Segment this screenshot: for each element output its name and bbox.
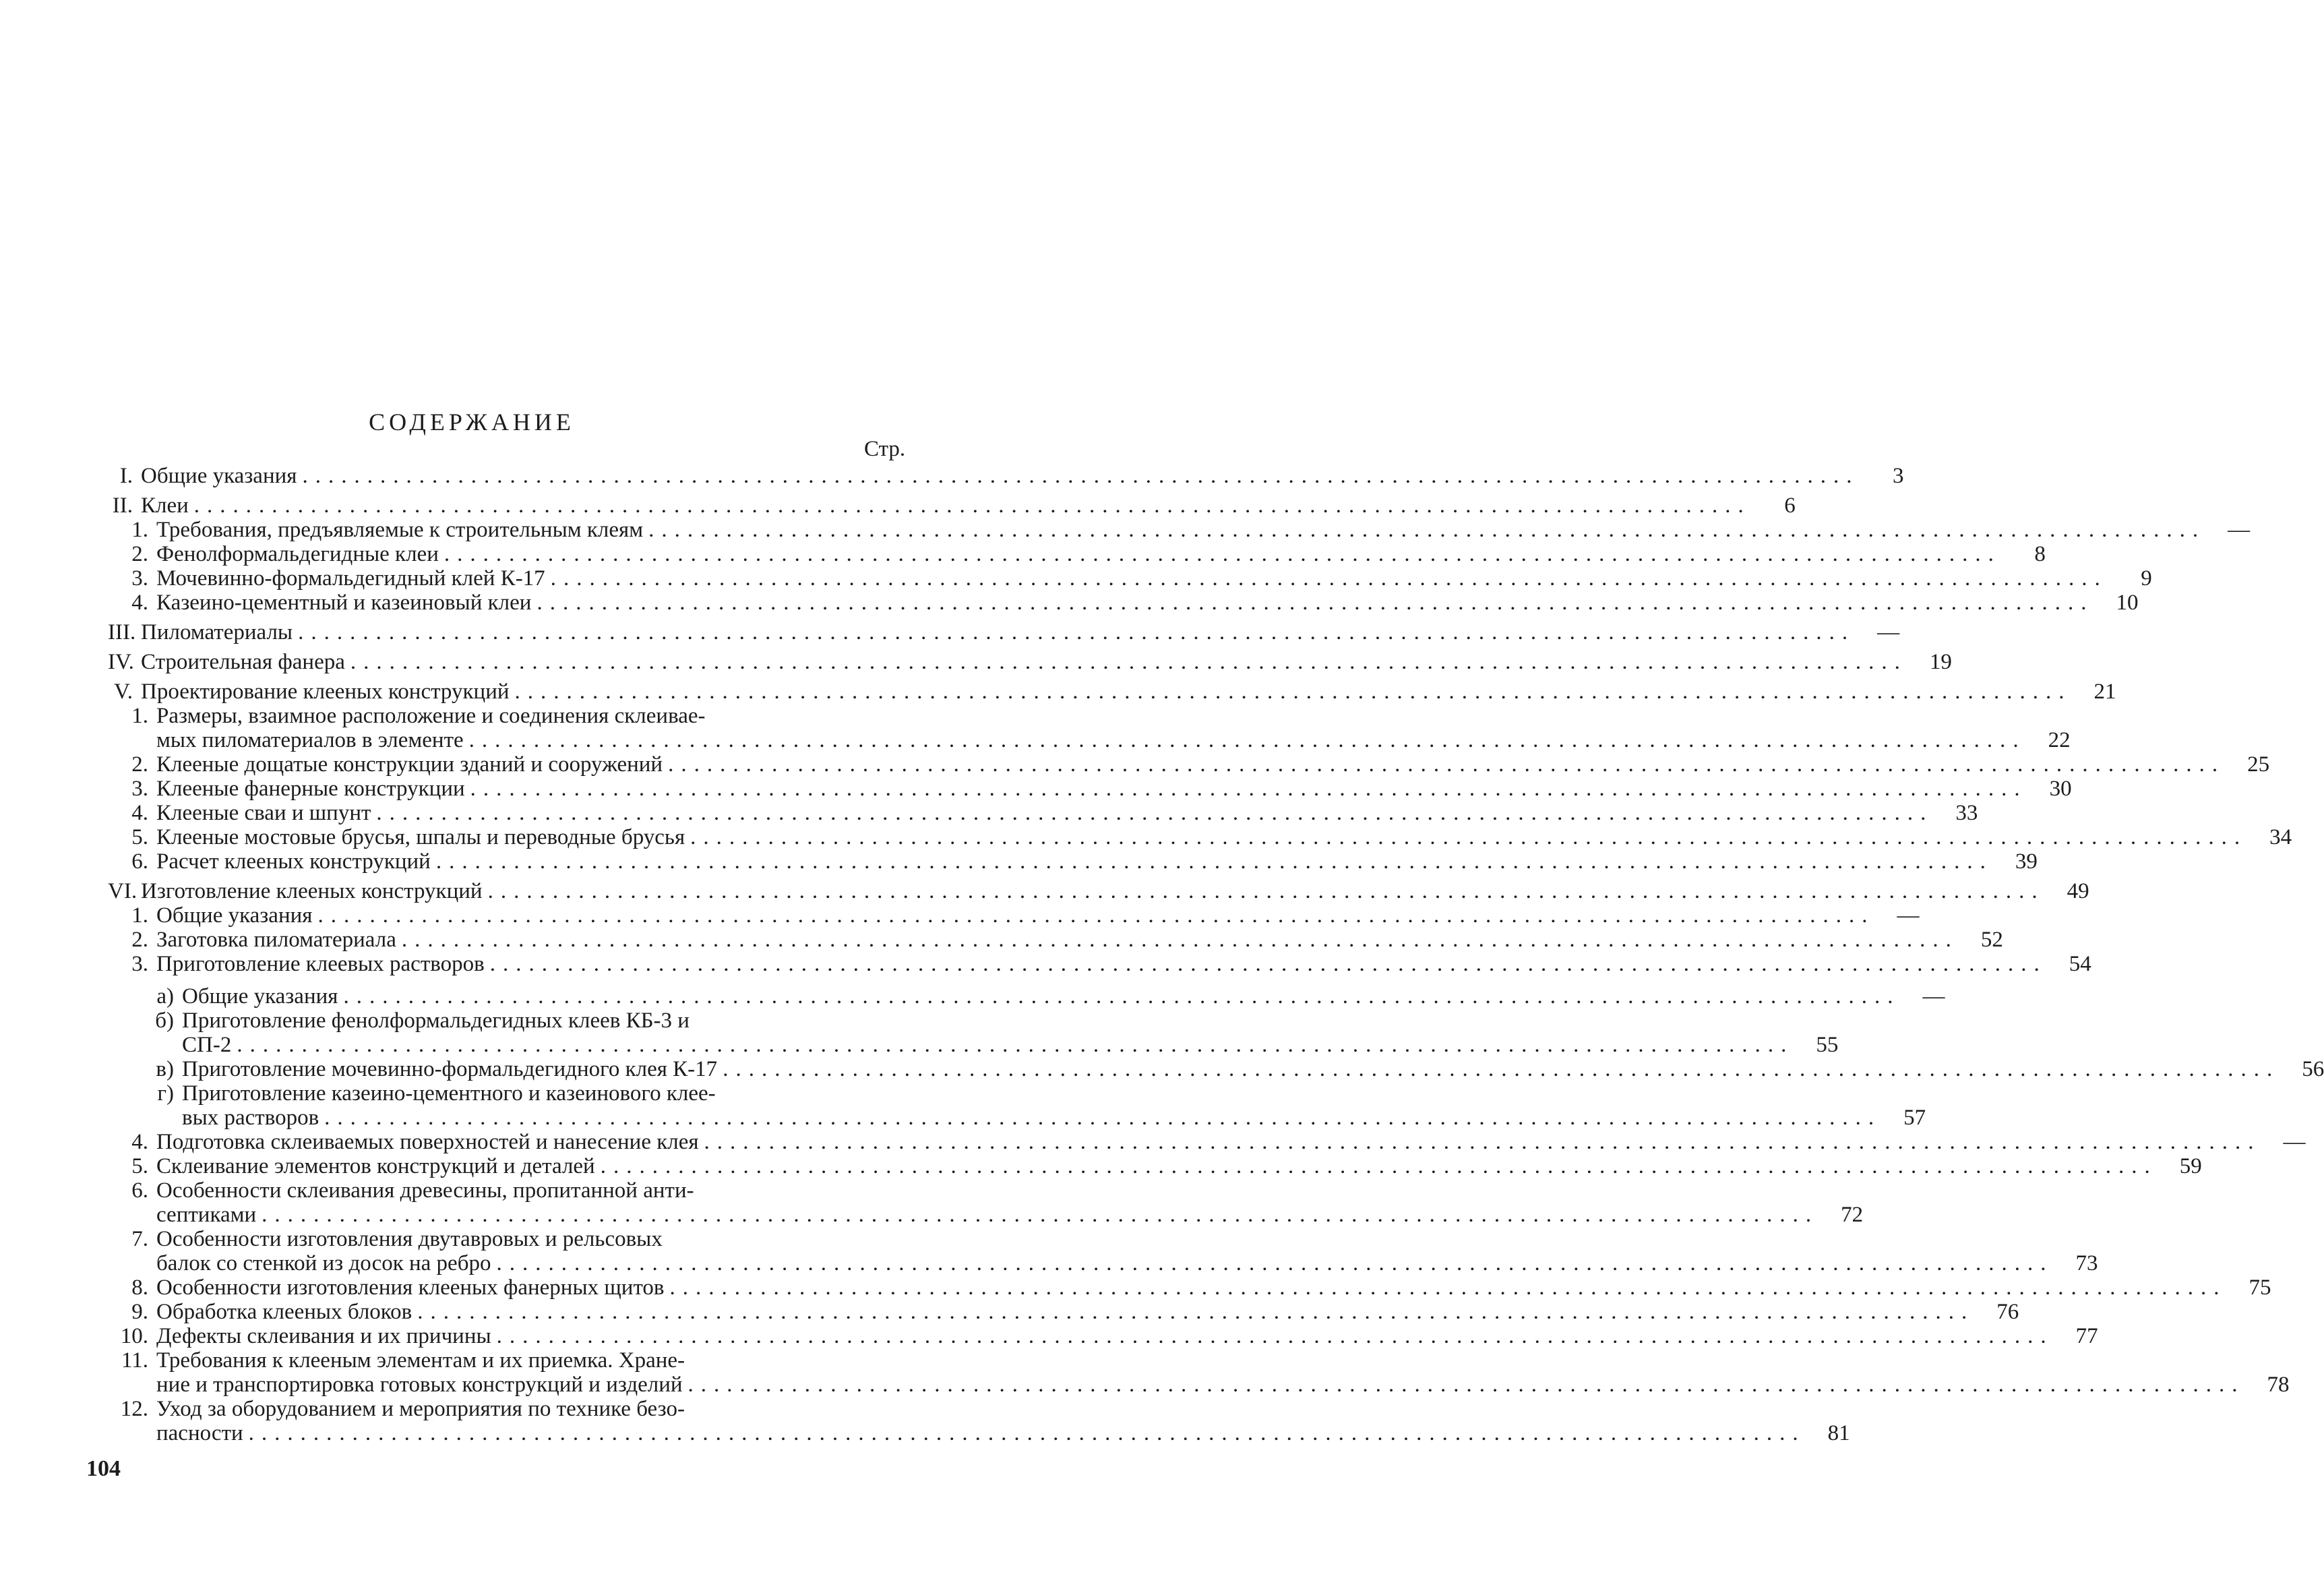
toc-entry-number: а): [156, 984, 174, 1009]
toc-entry-page: 3: [1892, 464, 1904, 488]
toc-entry-label: Изготовление клееных конструкций: [141, 879, 483, 903]
toc-entry-number: 8.: [131, 1275, 148, 1300]
toc-entry-number: VI.: [108, 879, 137, 903]
toc-entry-label-first-line: Требования к клееным элементам и их приемка. Хране-: [156, 1348, 685, 1373]
dot-leader: ........................................................................................................................: [690, 825, 2248, 849]
toc-entry-page: 21: [2093, 680, 2116, 704]
toc-entry: [108, 849, 2038, 874]
toc-entry: [108, 1421, 1850, 1445]
dot-leader: ........................................................................................................................: [444, 542, 2001, 566]
toc-entry-page: 57: [1903, 1106, 1926, 1130]
toc-entry: [108, 928, 2003, 952]
toc-entry-number: 9.: [131, 1300, 148, 1324]
toc-entry-number: 5.: [131, 825, 148, 849]
dot-leader: ........................................................................................................................: [687, 1373, 2245, 1397]
toc-entry-label: Клееные фанерные конструкции: [156, 777, 465, 801]
dot-leader: ........................................................................................................................: [193, 493, 1751, 518]
toc-entry-label: пасности: [156, 1421, 243, 1445]
toc-entry: [108, 1251, 2098, 1275]
toc-entry-number: 2.: [131, 542, 148, 566]
toc-entry-first-line: [108, 1227, 910, 1251]
dot-leader: ........................................................................................................................: [376, 801, 1934, 825]
toc-entry-first-line: [108, 1348, 910, 1373]
toc-entry-page: 75: [2249, 1275, 2271, 1300]
toc-entry-page: 33: [1955, 801, 1978, 825]
toc-entry: [108, 952, 2091, 976]
toc-entry-page: 39: [2015, 849, 2038, 874]
toc-entry-number: 6.: [131, 849, 148, 874]
toc-entry-page: 59: [2179, 1154, 2202, 1178]
toc-entry-label-first-line: Особенности изготовления двутавровых и рельсовых: [156, 1227, 663, 1251]
toc-entry-number: г): [157, 1081, 174, 1106]
toc-entry: [108, 1057, 2324, 1081]
toc-entry-label: балок со стенкой из досок на ребро: [156, 1251, 491, 1275]
dot-leader: ........................................................................................................................: [350, 650, 1907, 674]
toc-entry-label: Общие указания: [156, 903, 313, 928]
toc-entry: [108, 680, 2116, 704]
toc-entry-page: 22: [2048, 728, 2071, 752]
toc-entry-number: 3.: [131, 952, 148, 976]
toc-entry-label: Склеивание элементов конструкций и деталей: [156, 1154, 595, 1178]
toc-entry-page: 34: [2269, 825, 2292, 849]
toc-entry-label: Пиломатериалы: [141, 620, 293, 644]
toc-entry-label: Строительная фанера: [141, 650, 345, 674]
toc-entry-number: 1.: [131, 903, 148, 928]
toc-entry-label-first-line: Приготовление фенолформальдегидных клеев КБ-3 и: [182, 1009, 690, 1033]
toc-entry-page: 6: [1784, 493, 1796, 518]
toc-entry-number: 2.: [131, 752, 148, 777]
dot-leader: ........................................................................................................................: [669, 1275, 2227, 1300]
page-number: 104: [86, 1456, 121, 1481]
dot-leader: ........................................................................................................................: [262, 1203, 1819, 1227]
toc-entry: [108, 984, 1945, 1009]
toc-entry-page: 9: [2141, 566, 2152, 591]
dot-leader: ........................................................................................................................: [248, 1421, 1806, 1445]
dot-leader: ........................................................................................................................: [648, 518, 2206, 542]
toc-entry-page: 8: [2034, 542, 2046, 566]
toc-entry-number: в): [156, 1057, 174, 1081]
toc-entry-first-line: [108, 1397, 910, 1421]
toc-entry: [108, 1154, 2202, 1178]
toc-entry-label: Клееные мостовые брусья, шпалы и переводные брусья: [156, 825, 685, 849]
toc-entry-page: —: [1922, 984, 1945, 1009]
toc-entry-number: II.: [112, 493, 133, 518]
toc-entry-label: Особенности изготовления клееных фанерных щитов: [156, 1275, 665, 1300]
toc-entry-page: 49: [2067, 879, 2089, 903]
toc-entry-label: Клееные дощатые конструкции зданий и сооружений: [156, 752, 663, 777]
toc-entry-page: 81: [1827, 1421, 1850, 1445]
toc-entry-number: 1.: [131, 518, 148, 542]
toc-entry-page: 56: [2302, 1057, 2324, 1081]
dot-leader: ........................................................................................................................: [435, 849, 1993, 874]
toc-entry-label: Заготовка пиломатериала: [156, 928, 396, 952]
toc-entry: [108, 518, 2251, 542]
toc-entry-page: —: [2283, 1130, 2306, 1154]
toc-entry: [108, 1373, 2290, 1397]
toc-entry-label: Мочевинно-формальдегидный клей К-17: [156, 566, 545, 591]
dot-leader: ........................................................................................................................: [668, 752, 2226, 777]
toc-entry: [108, 777, 2072, 801]
toc-entry-number: 11.: [121, 1348, 148, 1373]
toc-entry-page: 78: [2267, 1373, 2290, 1397]
toc-entry: [108, 752, 2270, 777]
toc-entry-page: 72: [1841, 1203, 1864, 1227]
toc-entry-number: б): [155, 1009, 174, 1033]
toc-entry-number: 2.: [131, 928, 148, 952]
toc-entry-label: Обработка клееных блоков: [156, 1300, 412, 1324]
toc-entry-number: 1.: [131, 704, 148, 728]
toc-entry-label-first-line: Приготовление казеино-цементного и казеинового клее-: [182, 1081, 716, 1106]
dot-leader: ........................................................................................................................: [489, 952, 2047, 976]
toc-entry-page: 52: [1980, 928, 2003, 952]
toc-entry: [108, 591, 2139, 615]
dot-leader: ........................................................................................................................: [496, 1251, 2054, 1275]
dot-leader: ........................................................................................................................: [468, 728, 2026, 752]
toc-entry-label: СП-2: [182, 1033, 232, 1057]
toc-entry-number: III.: [108, 620, 136, 644]
toc-entry-page: 19: [1929, 650, 1952, 674]
toc-entry-page: 73: [2075, 1251, 2098, 1275]
toc-entry: [108, 566, 2152, 591]
toc-entry-number: 10.: [120, 1324, 148, 1348]
toc-entry: [108, 1324, 2098, 1348]
toc-entry-first-line: [108, 1009, 910, 1033]
page-title: СОДЕРЖАНИЕ: [369, 409, 575, 435]
dot-leader: ........................................................................................................................: [237, 1033, 1794, 1057]
toc-entry-label-first-line: Размеры, взаимное расположение и соединения склеивае-: [156, 704, 706, 728]
toc-entry: [108, 650, 1952, 674]
dot-leader: ........................................................................................................................: [343, 984, 1901, 1009]
toc-entry: [108, 1203, 1864, 1227]
toc-entry-label: Общие указания: [141, 464, 297, 488]
toc-entry-label: Приготовление мочевинно-формальдегидного клея К-17: [182, 1057, 718, 1081]
toc-entry: [108, 1275, 2271, 1300]
toc-entry-number: V.: [114, 680, 133, 704]
toc-entry-number: 3.: [131, 566, 148, 591]
toc-entry-number: 4.: [131, 591, 148, 615]
dot-leader: ........................................................................................................................: [401, 928, 1959, 952]
toc-entry-label: Подготовка склеиваемых поверхностей и нанесение клея: [156, 1130, 699, 1154]
toc-entry-first-line: [108, 1081, 910, 1106]
toc-entry-page: 30: [2049, 777, 2072, 801]
toc-entry: [108, 801, 1978, 825]
toc-entry-label: септиками: [156, 1203, 257, 1227]
dot-leader: ........................................................................................................................: [298, 620, 1856, 644]
toc-entry-number: 5.: [131, 1154, 148, 1178]
toc-entry-label: Казеино-цементный и казеиновый клеи: [156, 591, 532, 615]
toc-entry-page: 55: [1816, 1033, 1839, 1057]
toc-entry: [108, 879, 2089, 903]
table-of-contents: [108, 464, 2324, 1445]
toc-entry-label: Фенолформальдегидные клеи: [156, 542, 439, 566]
toc-entry-page: —: [1897, 903, 1920, 928]
toc-entry-page: 10: [2116, 591, 2139, 615]
dot-leader: ........................................................................................................................: [537, 591, 2094, 615]
toc-entry-label: Расчет клееных конструкций: [156, 849, 431, 874]
toc-entry-page: 76: [1996, 1300, 2019, 1324]
page-column-label: Стр.: [864, 437, 906, 461]
dot-leader: ........................................................................................................................: [496, 1324, 2054, 1348]
toc-entry-first-line: [108, 1178, 910, 1203]
toc-entry-page: 77: [2075, 1324, 2098, 1348]
toc-entry-number: 12.: [120, 1397, 148, 1421]
dot-leader: ........................................................................................................................: [550, 566, 2108, 591]
toc-entry: [108, 493, 1796, 518]
dot-leader: ........................................................................................................................: [723, 1057, 2280, 1081]
toc-entry-label-first-line: Особенности склеивания древесины, пропитанной анти-: [156, 1178, 694, 1203]
toc-entry-label: вых растворов: [182, 1106, 319, 1130]
toc-entry: [108, 1130, 2306, 1154]
toc-entry-page: 54: [2069, 952, 2091, 976]
toc-entry-number: IV.: [108, 650, 134, 674]
dot-leader: ........................................................................................................................: [302, 464, 1860, 488]
dot-leader: ........................................................................................................................: [600, 1154, 2158, 1178]
toc-entry-label: Клееные сваи и шпунт: [156, 801, 371, 825]
toc-entry-number: I.: [119, 464, 133, 488]
toc-entry-label-first-line: Уход за оборудованием и мероприятия по технике безо-: [156, 1397, 685, 1421]
toc-entry-number: 4.: [131, 801, 148, 825]
toc-entry-number: 4.: [131, 1130, 148, 1154]
toc-entry: [108, 728, 2071, 752]
dot-leader: ........................................................................................................................: [514, 680, 2072, 704]
toc-entry: [108, 1300, 2019, 1324]
toc-entry: [108, 542, 2046, 566]
toc-entry: [108, 464, 1904, 488]
dot-leader: ........................................................................................................................: [317, 903, 1875, 928]
toc-entry-label: Проектирование клееных конструкций: [141, 680, 510, 704]
toc-entry-page: 25: [2247, 752, 2270, 777]
toc-entry-number: 7.: [131, 1227, 148, 1251]
toc-entry-first-line: [108, 704, 910, 728]
toc-entry-label: ние и транспортировка готовых конструкций и изделий: [156, 1373, 683, 1397]
toc-entry: [108, 620, 1900, 644]
toc-entry: [108, 1106, 1926, 1130]
dot-leader: ........................................................................................................................: [324, 1106, 1882, 1130]
dot-leader: ........................................................................................................................: [487, 879, 2045, 903]
toc-entry-label: Общие указания: [182, 984, 338, 1009]
toc-entry-label: Требования, предъявляемые к строительным клеям: [156, 518, 644, 542]
toc-entry-number: 3.: [131, 777, 148, 801]
toc-entry-label: Клеи: [141, 493, 189, 518]
dot-leader: ........................................................................................................................: [470, 777, 2027, 801]
toc-entry: [108, 825, 2292, 849]
toc-entry: [108, 1033, 1839, 1057]
toc-entry-number: 6.: [131, 1178, 148, 1203]
dot-leader: ........................................................................................................................: [704, 1130, 2261, 1154]
toc-entry-label: мых пиломатериалов в элементе: [156, 728, 464, 752]
toc-entry: [108, 903, 1920, 928]
toc-entry-label: Приготовление клеевых растворов: [156, 952, 485, 976]
toc-entry-page: —: [1877, 620, 1900, 644]
toc-entry-page: —: [2228, 518, 2251, 542]
toc-entry-label: Дефекты склеивания и их причины: [156, 1324, 491, 1348]
dot-leader: ........................................................................................................................: [417, 1300, 1975, 1324]
